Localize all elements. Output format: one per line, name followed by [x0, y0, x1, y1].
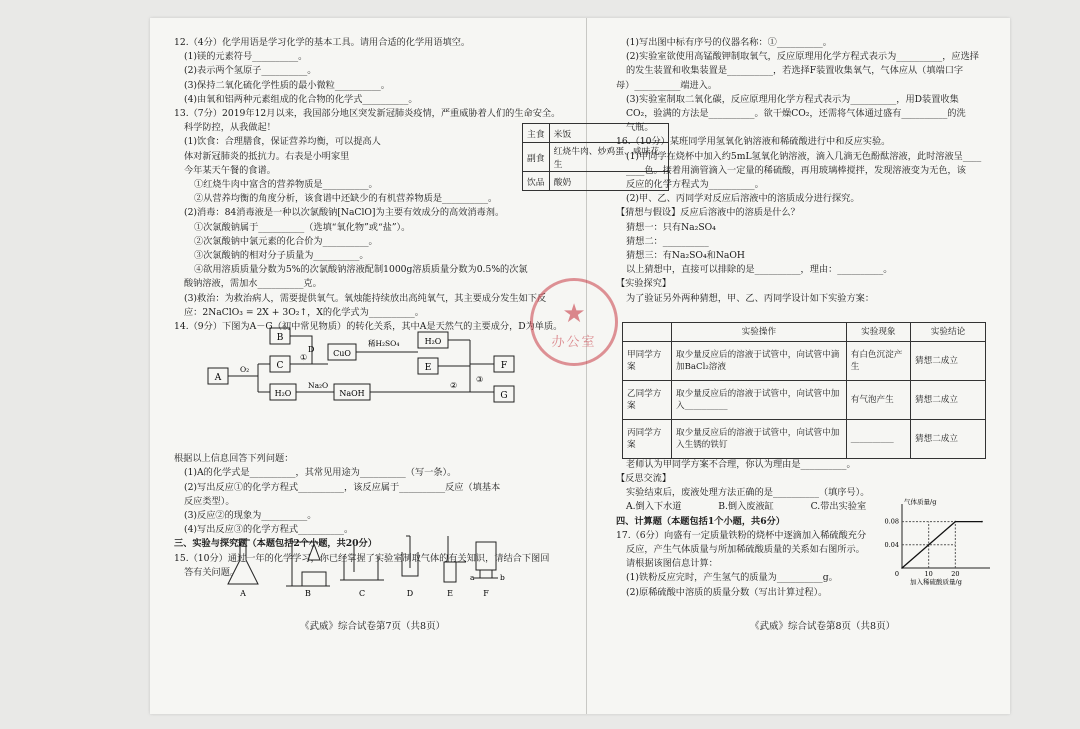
text-line: 答有关问题。: [184, 566, 240, 578]
label-g: G: [500, 391, 508, 401]
lab-apparatus: [222, 532, 642, 602]
page-8-footer: 《武威》综合试卷第8页（共8页）: [750, 621, 896, 632]
text-line: 反应类型）。: [184, 495, 235, 507]
page-7-footer: 《武威》综合试卷第7页（共8页）: [300, 621, 446, 632]
text-line: 12.（4分）化学用语是学习化学的基本工具。请用合适的化学用语填空。: [174, 37, 471, 48]
text-line: ①次氯酸钠属于__________（选填“氧化物”或“盐”）。: [194, 221, 411, 233]
x-tick-label: 10: [924, 570, 933, 578]
table-row: [623, 420, 986, 459]
x-axis-label: 加入稀硫酸质量/g: [910, 578, 962, 586]
table-cell: 饮品: [523, 172, 550, 191]
gas-mass-chart: [878, 496, 1008, 586]
text-line: 【实验探究】: [616, 278, 672, 290]
label-a: A: [214, 373, 222, 383]
apparatus-c: [340, 542, 384, 580]
text-line: 15.（10分）通过一年的化学学习，你已经掌握了实验室制取气体的有关知识，请结合下图回: [174, 552, 550, 564]
table-cell: 甲同学方案: [623, 342, 672, 381]
table-cell: 有气泡产生: [846, 381, 910, 420]
text-line: 母）__________端进入。: [616, 79, 718, 91]
text-line: 【猜想与假设】反应后溶液中的溶质是什么？: [616, 207, 800, 219]
table-cell: __________: [846, 420, 910, 459]
label-naoh: NaOH: [339, 389, 365, 398]
table-cell: 酸奶: [549, 172, 668, 191]
text-line: 为了验证另外两种猜想，甲、乙、丙同学设计如下实验方案：: [626, 292, 875, 304]
label-b: B: [276, 333, 284, 343]
text-line: (1)写出图中标有序号的仪器名称：①__________。: [626, 37, 832, 48]
text-line: 老师认为甲同学方案不合理，你认为理由是__________。: [626, 458, 856, 470]
text-line: (2)写出反应①的化学方程式__________，该反应属于__________反应（填基本: [184, 481, 501, 493]
table-header: 实验结论: [911, 323, 986, 342]
apparatus-label: A: [240, 589, 246, 598]
label-f: F: [500, 361, 508, 371]
text-line: (3)保持二氧化硫化学性质的最小微粒__________。: [184, 79, 390, 91]
experiment-table: [622, 322, 986, 459]
text-line: 14.（9分）下图为A－G（初中常见物质）的转化关系，其中A是天然气的主要成分，D为单质。: [174, 321, 563, 333]
text-line: 请根据该图信息计算：: [626, 558, 718, 570]
text-line: (2)原稀硫酸中溶质的质量分数（写出计算过程）。: [626, 586, 828, 598]
stamp-star-icon: ★: [562, 299, 586, 329]
table-header: 实验现象: [846, 323, 910, 342]
text-line: 根据以上信息回答下列问题：: [174, 453, 294, 465]
y-tick-label: 0.08: [884, 517, 899, 526]
text-line: (1)镁的元素符号__________。: [184, 51, 308, 63]
text-line: (2)实验室欲使用高锰酸钾制取氧气，反应原理用化学方程式表示为__________，应选择: [626, 51, 979, 63]
text-line: ①红烧牛肉中富含的营养物质是__________。: [194, 179, 378, 191]
y-tick-label: 0.04: [884, 540, 899, 549]
table-cell: 取少量反应后的溶液于试管中，向试管中加入__________: [672, 381, 847, 420]
apparatus-label: F: [483, 589, 489, 598]
text-line: 体对新冠肺炎的抵抗力。右表是小明家里: [184, 150, 350, 162]
text-line: 反应的化学方程式为__________。: [626, 179, 764, 191]
data-point: [901, 567, 903, 569]
text-line: 气瓶。: [626, 122, 654, 134]
text-line: ②次氯酸钠中氯元素的化合价为__________。: [194, 235, 378, 247]
label-h2so4: 稀H₂SO₄: [368, 339, 400, 348]
text-line: (2)表示两个氢原子__________。: [184, 65, 317, 77]
label-r3: ③: [476, 375, 484, 384]
table-cell: 猜想二成立: [911, 381, 986, 420]
text-line: (1)饮食：合理膳食，保证营养均衡，可以提高人: [184, 136, 381, 148]
text-line: 13.（7分）2019年12月以来，我国部分地区突发新冠肺炎疫情，严重威胁着人们的生命安全。: [174, 108, 561, 120]
text-line: (1)铁粉反应完时，产生氢气的质量为__________g。: [626, 572, 838, 584]
text-line: (2)甲、乙、丙同学对反应后溶液中的溶质成分进行探究。: [626, 193, 860, 205]
table-cell: 有白色沉淀产生: [846, 342, 910, 381]
text-line: 反应，产生气体质量与所加稀硫酸质量的关系如右图所示。: [626, 544, 865, 556]
text-line: CO₂，验满的方法是__________。欲干燥CO₂，还需将气体通过盛有__________的洗: [626, 108, 966, 120]
text-line: (1)甲同学在烧杯中加入约5mL氢氧化钠溶液，滴入几滴无色酚酞溶液，此时溶液呈____: [626, 150, 982, 162]
label-r2: ②: [450, 381, 458, 390]
text-line: 猜想一：只有Na₂SO₄: [626, 221, 716, 233]
text-line: ②从营养均衡的角度分析，该食谱中还缺少的有机营养物质是__________。: [194, 193, 498, 205]
port-b-label: b: [500, 573, 505, 582]
data-point: [981, 521, 983, 523]
table-cell: 取少量反应后的溶液于试管中，向试管中加入生锈的铁钉: [672, 420, 847, 459]
table-cell: 乙同学方案: [623, 381, 672, 420]
label-cuo: CuO: [333, 349, 351, 358]
apparatus-b: [286, 538, 330, 586]
text-line: (3)反应②的现象为__________。: [184, 510, 317, 522]
apparatus-label: C: [358, 589, 366, 598]
text-line: 【反思交流】: [616, 473, 672, 485]
table-cell: 猜想二成立: [911, 420, 986, 459]
table-cell: 米饭: [549, 124, 668, 143]
text-line: (1)A的化学式是__________，其常见用途为__________（写一条）。: [184, 467, 457, 479]
text-line: 以上猜想中，直接可以排除的是__________，理由：__________。: [626, 264, 893, 276]
text-line: ③次氯酸钠的相对分子质量为__________。: [194, 250, 369, 262]
text-line: (4)由氧和铝两种元素组成的化合物的化学式__________。: [184, 93, 418, 105]
apparatus-label: B: [305, 589, 311, 598]
label-na2o: Na₂O: [308, 381, 329, 390]
table-cell: 主食: [523, 124, 550, 143]
text-line: 酸钠溶液，需加水__________克。: [184, 278, 322, 290]
text-line: 应：2NaClO₃ = 2X + 3O₂↑，X的化学式为__________。: [184, 306, 424, 318]
text-line: A.倒入下水道 B.倒入废液缸 C.带出实验室: [626, 501, 867, 513]
table-cell: 取少量反应后的溶液于试管中，向试管中滴加BaCl₂溶液: [672, 342, 847, 381]
label-e: E: [424, 363, 432, 373]
table-cell: 丙同学方案: [623, 420, 672, 459]
port-a-label: a: [470, 573, 475, 582]
table-header: 实验操作: [672, 323, 847, 342]
text-line: 16.（10分）某班同学用氢氧化钠溶液和稀硫酸进行中和反应实验。: [616, 136, 891, 148]
label-c: C: [276, 361, 284, 371]
text-line: 三、实验与探究题（本题包括2个小题，共20分）: [174, 538, 377, 550]
text-line: (2)消毒：84消毒液是一种以次氯酸钠[NaClO]为主要有效成分的高效消毒剂。: [184, 207, 505, 219]
table-cell: 副食: [523, 143, 550, 172]
apparatus-label: D: [406, 589, 414, 598]
stamp-text: 办公室: [551, 335, 597, 350]
label-o2: O₂: [240, 365, 250, 374]
label-h2o-2: H₂O: [424, 337, 442, 346]
text-line: 猜想二：__________: [626, 235, 709, 247]
apparatus-f: [474, 542, 498, 578]
table-cell: 猜想二成立: [911, 342, 986, 381]
table-cell: 红烧牛肉、炒鸡蛋、咸味花生: [549, 143, 668, 172]
apparatus-e: [444, 536, 466, 582]
text-line: 17.（6分）向盛有一定质量铁粉的烧杯中逐滴加入稀硫酸充分: [616, 529, 867, 541]
text-line: (4)写出反应③的化学方程式__________。: [184, 524, 354, 536]
page-7: [174, 36, 579, 580]
apparatus-label: E: [447, 589, 453, 598]
y-axis-label: 气体质量/g: [904, 498, 937, 506]
x-tick-label: 20: [951, 570, 960, 578]
table-row: [623, 342, 986, 381]
text-line: 的发生装置和收集装置是__________，若选择F装置收集氧气，气体应从（填端口字: [626, 65, 964, 77]
text-line: (3)救治：为救治病人，需要提供氧气。氧烛能持续放出高纯氧气，其主要成分发生如下反: [184, 292, 547, 304]
apparatus-d: [402, 536, 418, 576]
origin-label: 0: [894, 570, 899, 578]
apparatus-a: [228, 540, 258, 584]
text-line: 今年某天午餐的食谱。: [184, 164, 276, 176]
label-d: D: [308, 345, 315, 354]
text-line: 猜想三：有Na₂SO₄和NaOH: [626, 250, 745, 262]
text-line: 科学防控，从我做起！: [184, 122, 276, 134]
data-point: [955, 521, 957, 523]
text-line: (3)实验室制取二氧化碳，反应原理用化学方程式表示为__________，用D装置收集: [626, 93, 959, 105]
label-h2o-1: H₂O: [274, 389, 292, 398]
label-r1: ①: [300, 353, 308, 362]
text-line: 四、计算题（本题包括1个小题，共6分）: [616, 515, 785, 527]
official-stamp: [530, 278, 618, 366]
text-line: ④欲用溶质质量分数为5%的次氯酸钠溶液配制1000g溶质质量分数为0.5%的次氯: [194, 264, 528, 276]
text-line: 实验结束后，废液处理方法正确的是__________（填序号）。: [626, 487, 870, 499]
table-row: [623, 381, 986, 420]
text-line: ____色。接着用滴管滴入一定量的稀硫酸，再用玻璃棒搅拌，发现溶液变为无色，该: [626, 164, 966, 176]
